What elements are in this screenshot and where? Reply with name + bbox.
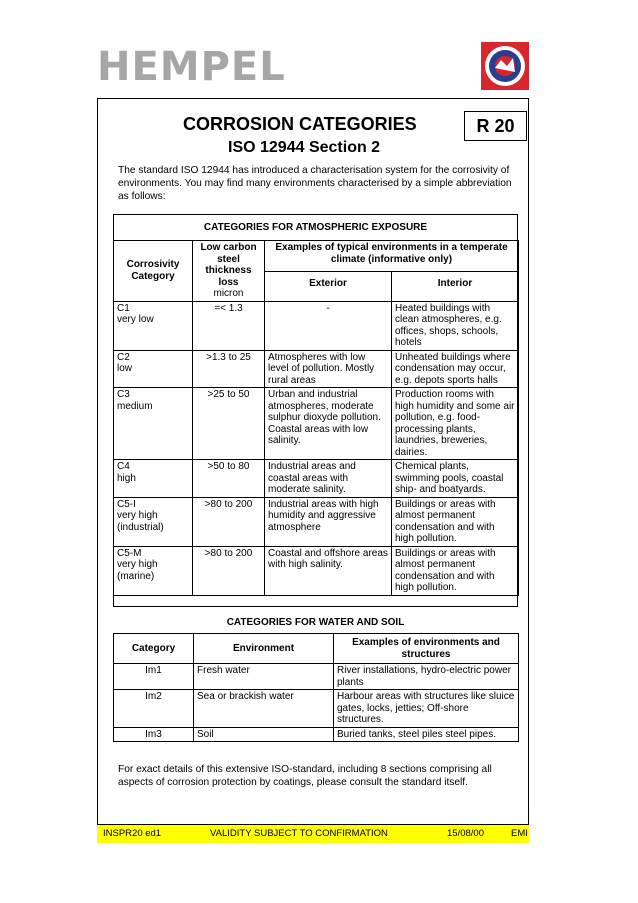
atmospheric-rows bbox=[114, 301, 519, 595]
examples-cell: Buried tanks, steel piles steel pipes. bbox=[334, 727, 519, 742]
interior-cell: Chemical plants, swimming pools, coastal ship- and boatyards. bbox=[392, 460, 519, 498]
steel-loss-cell: >1.3 to 25 bbox=[193, 350, 265, 388]
category-code-cell: Im3 bbox=[114, 727, 194, 742]
exterior-cell: Industrial areas and coastal areas with moderate salinity. bbox=[265, 460, 392, 498]
table-row bbox=[114, 690, 519, 728]
header-unit: micron bbox=[213, 288, 244, 299]
closing-paragraph: For exact details of this extensive ISO-standard, including 8 sections comprising all aspects of corrosion protection by coatings, please consult the standard itself. bbox=[118, 764, 492, 788]
footer-author: EMI bbox=[511, 828, 528, 839]
table-row bbox=[114, 388, 519, 460]
interior-cell: Production rooms with high humidity and some air pollution, e.g. food-processing plants, laundries, breweries, dairies. bbox=[392, 388, 519, 460]
exterior-cell: Atmospheres with low level of pollution. Mostly rural areas bbox=[265, 350, 392, 388]
category-cell bbox=[114, 388, 193, 460]
exterior-cell: Coastal and offshore areas with high salinity. bbox=[265, 546, 392, 595]
category-code-cell: Im2 bbox=[114, 690, 194, 728]
interior-cell: Buildings or areas with almost permanent condensation and with high pollution. bbox=[392, 497, 519, 546]
header-interior: Interior bbox=[392, 272, 519, 301]
water-soil-rows bbox=[114, 664, 519, 742]
footer-date: 15/08/00 bbox=[447, 828, 484, 839]
environment-cell: Sea or brackish water bbox=[194, 690, 334, 728]
company-logo: HEMPEL bbox=[97, 44, 286, 90]
steel-loss-cell: =< 1.3 bbox=[193, 301, 265, 350]
category-cell bbox=[114, 301, 193, 350]
table-row bbox=[114, 664, 519, 690]
header-exterior: Exterior bbox=[265, 272, 392, 301]
environment-cell: Soil bbox=[194, 727, 334, 742]
page-title: CORROSION CATEGORIES bbox=[183, 114, 417, 134]
table-row bbox=[114, 727, 519, 742]
table-row bbox=[114, 497, 519, 546]
header-structures: Examples of environments and structures bbox=[334, 634, 519, 664]
examples-cell: River installations, hydro-electric power plants bbox=[334, 664, 519, 690]
category-code: C4 bbox=[117, 461, 130, 472]
footer-notice: VALIDITY SUBJECT TO CONFIRMATION bbox=[210, 828, 388, 839]
document-code: R 20 bbox=[464, 111, 527, 141]
steel-loss-cell: >50 to 80 bbox=[193, 460, 265, 498]
header-environment: Environment bbox=[194, 634, 334, 664]
steel-loss-cell: >80 to 200 bbox=[193, 497, 265, 546]
header-corrosivity-category: Corrosivity Category bbox=[114, 241, 193, 302]
header-examples: Examples of typical environments in a temperate climate (informative only) bbox=[265, 241, 519, 272]
category-level: medium bbox=[117, 400, 153, 412]
exterior-cell: Industrial areas with high humidity and aggressive atmosphere bbox=[265, 497, 392, 546]
table-row bbox=[114, 350, 519, 388]
water-caption: CATEGORIES FOR WATER AND SOIL bbox=[226, 617, 405, 628]
category-code: C5-M bbox=[117, 547, 142, 559]
exterior-cell: Urban and industrial atmospheres, moderate sulphur dioxyde pollution. Coastal areas with low salinity. bbox=[265, 388, 392, 460]
header-steel-loss-label: Low carbon steel thickness loss bbox=[200, 242, 257, 288]
category-level: very high (industrial) bbox=[117, 510, 164, 533]
table-row bbox=[114, 546, 519, 595]
category-cell bbox=[114, 460, 193, 498]
environment-cell: Fresh water bbox=[194, 664, 334, 690]
category-code: C5-I bbox=[117, 498, 136, 510]
category-code: C2 bbox=[117, 351, 130, 363]
exterior-cell: - bbox=[265, 301, 392, 350]
table-row bbox=[114, 301, 519, 350]
category-code-cell: Im1 bbox=[114, 664, 194, 690]
atmospheric-caption: CATEGORIES FOR ATMOSPHERIC EXPOSURE bbox=[203, 222, 428, 233]
category-level: very low bbox=[117, 314, 154, 325]
atmospheric-table bbox=[113, 240, 519, 596]
table-row bbox=[114, 460, 519, 498]
water-soil-table bbox=[113, 633, 519, 742]
hempel-seal-icon bbox=[481, 42, 529, 90]
category-code: C3 bbox=[117, 389, 130, 400]
category-level: very high (marine) bbox=[117, 559, 158, 582]
category-level: low bbox=[117, 363, 133, 374]
interior-cell: Buildings or areas with almost permanent condensation and with high pollution. bbox=[392, 546, 519, 595]
category-code: C1 bbox=[117, 302, 130, 314]
steel-loss-cell: >80 to 200 bbox=[193, 546, 265, 595]
interior-cell: Heated buildings with clean atmospheres, e.g. offices, shops, schools, hotels bbox=[392, 301, 519, 350]
category-cell bbox=[114, 350, 193, 388]
footer-doc-id: INSPR20 ed1 bbox=[103, 828, 162, 839]
steel-loss-cell: >25 to 50 bbox=[193, 388, 265, 460]
category-cell bbox=[114, 497, 193, 546]
category-level: high bbox=[117, 472, 136, 484]
interior-cell: Unheated buildings where condensation may occur, e.g. depots sports halls bbox=[392, 350, 519, 388]
category-cell bbox=[114, 546, 193, 595]
intro-paragraph: The standard ISO 12944 has introduced a characterisation system for the corrosivity of environments. You may find many environments characterised by a simple abbreviation as follows: bbox=[118, 165, 512, 202]
header-steel-loss bbox=[193, 241, 265, 302]
examples-cell: Harbour areas with structures like sluice gates, locks, jetties; Off-shore structures. bbox=[334, 690, 519, 728]
footer-bar bbox=[97, 824, 529, 843]
page-subtitle: ISO 12944 Section 2 bbox=[228, 139, 381, 156]
header-category: Category bbox=[114, 634, 194, 664]
